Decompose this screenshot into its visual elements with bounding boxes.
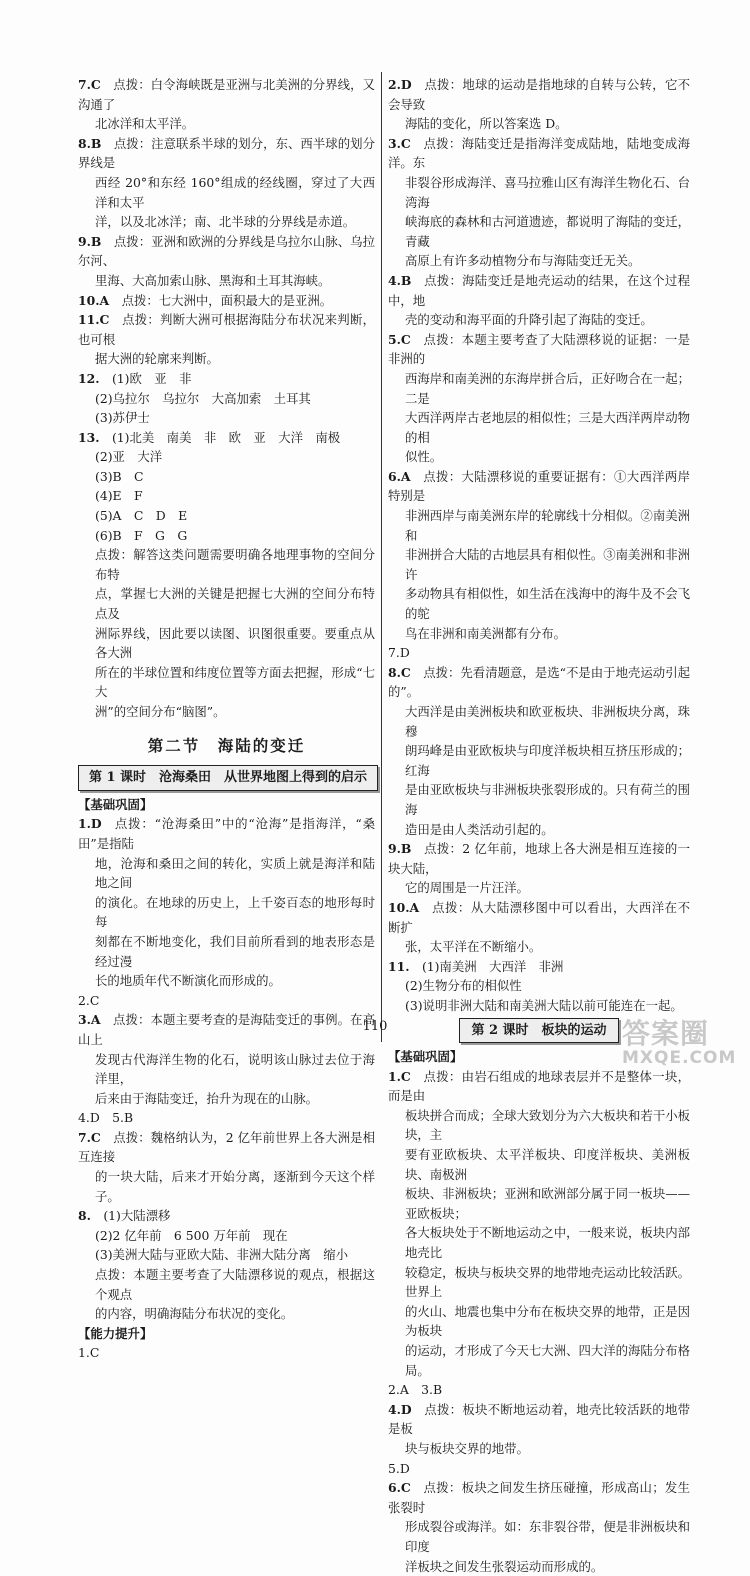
answer-line: 大西洋两岸古老地层的相似性；三是大西洋两岸动物的相 xyxy=(405,410,690,445)
answer-line: (6)B F G G xyxy=(95,527,188,543)
answer-line: 洋，以及北冰洋；南、北半球的分界线是赤道。 xyxy=(95,214,356,230)
answer-line: 里海、大高加索山脉、黑海和土耳其海峡。 xyxy=(95,272,331,288)
answer-line: 似性。 xyxy=(405,449,443,465)
answer-line: 大西洋是由美洲板块和欧亚板块、非洲板块分离，珠穆 xyxy=(405,704,690,739)
answer-number: 9.B xyxy=(78,233,102,249)
watermark-bottom-text: MXQE.COM xyxy=(622,1048,737,1068)
answer-line: 洲际界线，因此要以读图、识图很重要。要重点从各大洲 xyxy=(95,625,375,661)
answer-line: 后来由于海陆变迁，抬升为现在的山脉。 xyxy=(95,1090,319,1106)
answer-line: 刻都在不断地变化，我们目前所看到的地表形态是经过漫 xyxy=(95,933,375,969)
answer-line: 鸟在非洲和南美洲都有分布。 xyxy=(405,625,567,641)
answer-number: 7.D xyxy=(388,645,410,661)
left-basic-answers xyxy=(78,814,375,1323)
answer-item xyxy=(78,814,375,990)
answer-line: 点拨：先看清题意，是选“不是由于地壳运动引起的”。 xyxy=(388,664,690,700)
answer-line: (4)E F xyxy=(95,488,143,504)
answer-line: 点拨：判断大洲可根据海陆分布状况来判断，也可根 xyxy=(78,312,375,347)
answer-line: 点拨：白令海峡既是亚洲与北美洲的分界线，又沟通了 xyxy=(78,77,375,112)
answer-line: 洋板块之间发生张裂运动而形成的。 xyxy=(405,1558,604,1574)
right-top-answers xyxy=(388,75,690,1016)
answer-line: 张，太平洋在不断缩小。 xyxy=(405,939,542,955)
answer-number: 2.A 3.B xyxy=(388,1382,443,1398)
answer-item xyxy=(78,1108,375,1128)
answer-line: 点拨：海陆变迁是指海洋变成陆地，陆地变成海洋。东 xyxy=(388,135,690,171)
answer-item xyxy=(388,898,690,957)
answer-number: 4.D xyxy=(388,1401,412,1417)
answer-line: 点拨：板块不断地运动着，地壳比较活跃的地带是板 xyxy=(388,1401,690,1437)
answer-number: 10.A xyxy=(78,292,110,308)
answer-line: 据大洲的轮廓来判断。 xyxy=(95,351,219,367)
answer-item xyxy=(388,957,690,1016)
answer-line: (1)欧 亚 非 xyxy=(111,370,192,386)
answer-line: 点拨：本题主要考查了大陆漂移说的观点，根据这个观点 xyxy=(95,1267,375,1302)
answer-line: 点拨：板块之间发生挤压碰撞，形成高山；发生张裂时 xyxy=(388,1480,690,1515)
answer-line: (3)说明非洲大陆和南美洲大陆以前可能连在一起。 xyxy=(405,997,683,1013)
answer-line: 非裂谷形成海洋、喜马拉雅山区有海洋生物化石、台湾海 xyxy=(405,174,690,210)
answer-item xyxy=(78,545,375,721)
basic-consolidation-heading-2: 【基础巩固】 xyxy=(388,1049,463,1065)
answer-number: 9.B xyxy=(388,841,412,857)
answer-item xyxy=(78,1343,375,1363)
answer-line: 高原上有许多动植物分布与海陆变迁无关。 xyxy=(405,253,641,269)
answer-item xyxy=(388,1400,690,1459)
answer-line: 点拨：注意联系半球的划分，东、西半球的划分界线是 xyxy=(78,135,375,171)
answer-line: 点拨：本题主要考查了大陆漂移说的证据：一是非洲的 xyxy=(388,331,690,367)
answer-number: 6.A xyxy=(388,468,411,484)
answer-line: 点拨：“沧海桑田”中的“沧海”是指海洋，“桑田”是指陆 xyxy=(78,816,375,851)
answer-line: 西海岸和南美洲的东海岸拼合后，正好吻合在一起；二是 xyxy=(405,370,690,406)
answer-item xyxy=(78,310,375,369)
answer-line: 地，沧海和桑田之间的转化，实质上就是海洋和陆地之间 xyxy=(95,855,375,891)
answer-line: 长的地质年代不断演化而形成的。 xyxy=(95,973,281,989)
answer-line: 海陆的变化，所以答案选 D。 xyxy=(405,116,568,132)
answer-line: 点拨：魏格纳认为，2 亿年前世界上各大洲是相互连接 xyxy=(78,1129,375,1165)
answer-line: 点拨：解答这类问题需要明确各地理事物的空间分布特 xyxy=(95,547,375,582)
answer-number: 3.A xyxy=(78,1012,101,1028)
answer-number: 8.C xyxy=(388,664,411,680)
answer-number: 5.C xyxy=(388,331,411,347)
answer-line: (2)乌拉尔 乌拉尔 大高加索 土耳其 xyxy=(95,390,311,406)
left-top-answers xyxy=(78,75,375,722)
answer-line: 的内容，明确海陆分布状况的变化。 xyxy=(95,1306,294,1322)
answer-line: 朗玛峰是由亚欧板块与印度洋板块相互挤压形成的；红海 xyxy=(405,743,690,778)
answer-number: 1.C xyxy=(78,1345,100,1361)
lesson-1-title: 第 1 课时 沧海桑田 从世界地图上得到的启示 xyxy=(78,765,378,791)
answer-number: 5.D xyxy=(388,1460,410,1476)
answer-number: 8. xyxy=(78,1208,91,1224)
answer-item xyxy=(388,330,690,467)
answer-number: 2.C xyxy=(78,992,100,1008)
answer-item xyxy=(388,1067,690,1381)
answer-item xyxy=(388,839,690,898)
answer-line: 的演化。在地球的历史上，上千姿百态的地形每时每 xyxy=(95,894,375,930)
answer-line: 造田是由人类活动引起的。 xyxy=(405,821,554,837)
watermark-top-text: 答案圈 xyxy=(622,1017,710,1050)
answer-line: 洲”的空间分布“脑图”。 xyxy=(95,704,226,719)
answer-item xyxy=(388,134,690,271)
answer-number: 12. xyxy=(78,370,100,386)
answer-number: 11. xyxy=(388,958,410,974)
answer-line: (2)亚 大洋 xyxy=(95,449,163,465)
answer-line: 点拨：大陆漂移说的重要证据有：①大西洋两岸特别是 xyxy=(388,468,690,504)
left-column xyxy=(78,75,375,1363)
answer-line: (1)北美 南美 非 欧 亚 大洋 南极 xyxy=(111,429,341,445)
answer-item xyxy=(78,134,375,232)
answer-line: (3)美洲大陆与亚欧大陆、非洲大陆分离 缩小 xyxy=(95,1247,348,1263)
answer-item xyxy=(388,1478,690,1576)
answer-number: 8.B xyxy=(78,135,102,151)
answer-line: 非洲拼合大陆的古地层具有相似性。③南美洲和非洲许 xyxy=(405,547,690,582)
answer-line: 的运动，才形成了今天七大洲、四大洋的海陆分布格局。 xyxy=(405,1343,690,1378)
answer-item xyxy=(388,1459,690,1479)
answer-line: 北冰洋和太平洋。 xyxy=(95,116,195,132)
right-basic-answers xyxy=(388,1067,690,1576)
right-column xyxy=(388,75,690,1576)
answer-number: 7.C xyxy=(78,77,101,92)
answer-item xyxy=(388,1380,690,1400)
answer-line: 点拨：从大陆漂移图中可以看出，大西洋在不断扩 xyxy=(388,899,690,935)
answer-line: (1)南美洲 大西洋 非洲 xyxy=(421,958,564,974)
answer-line: 板块拼合而成；全球大致划分为六大板块和若干小板块，主 xyxy=(405,1107,690,1143)
answer-item xyxy=(388,75,690,134)
answer-line: 点拨：2 亿年前，地球上各大洲是相互连接的一块大陆， xyxy=(388,841,690,876)
answer-line: 点拨：海陆变迁是地壳运动的结果，在这个过程中，地 xyxy=(388,272,690,308)
answer-line: 的火山、地震也集中分布在板块交界的地带，正是因为板块 xyxy=(405,1303,690,1339)
answer-line: 板块、非洲板块；亚洲和欧洲部分属于同一板块——亚欧板块； xyxy=(405,1186,690,1221)
page-number: 110 xyxy=(362,1019,388,1034)
answer-number: 10.A xyxy=(388,899,420,915)
answer-line: 点拨：亚洲和欧洲的分界线是乌拉尔山脉、乌拉尔河、 xyxy=(78,233,375,269)
answer-number: 3.C xyxy=(388,135,411,151)
answer-item xyxy=(388,467,690,643)
answer-line: 发现古代海洋生物的化石，说明该山脉过去位于海洋里， xyxy=(95,1051,375,1087)
answer-line: 各大板块处于不断地运动之中，一般来说，板块内部地壳比 xyxy=(405,1225,690,1261)
answer-number: 2.D xyxy=(388,77,412,92)
answer-line: (2)生物分布的相似性 xyxy=(405,978,522,994)
answer-number: 1.C xyxy=(388,1068,411,1084)
answer-number: 11.C xyxy=(78,312,110,328)
answer-line: (3)苏伊士 xyxy=(95,410,150,426)
ability-heading: 【能力提升】 xyxy=(78,1325,153,1341)
answer-item xyxy=(78,1265,375,1324)
answer-number: 6.C xyxy=(388,1480,411,1496)
answer-item xyxy=(388,663,690,839)
answer-line: 块与板块交界的地带。 xyxy=(405,1440,529,1456)
answer-item xyxy=(78,1128,375,1206)
answer-number: 4.D 5.B xyxy=(78,1110,134,1126)
answer-line: 峡海底的森林和古河道遗迹，都说明了海陆的变迁，青藏 xyxy=(405,214,690,249)
answer-item xyxy=(78,991,375,1011)
answer-number: 1.D xyxy=(78,816,102,832)
answer-item xyxy=(78,232,375,291)
answer-line: 点拨：七大洲中，面积最大的是亚洲。 xyxy=(121,292,333,308)
answer-line: 的一块大陆，后来才开始分离，逐渐到今天这个样子。 xyxy=(95,1169,375,1204)
answer-line: 较稳定，板块与板块交界的地带地壳运动比较活跃。世界上 xyxy=(405,1264,690,1300)
answer-line: 点拨：由岩石组成的地球表层并不是整体一块，而是由 xyxy=(388,1068,690,1104)
answer-line: 要有亚欧板块、太平洋板块、印度洋板块、美洲板块、南极洲 xyxy=(405,1147,690,1182)
answer-line: 非洲西岸与南美洲东岸的轮廓线十分相似。②南美洲和 xyxy=(405,508,690,543)
answer-item xyxy=(78,291,375,311)
answer-number: 4.B xyxy=(388,272,412,288)
answer-line: 点拨：本题主要考查的是海陆变迁的事例。在高山上 xyxy=(78,1012,375,1047)
column-divider xyxy=(381,72,382,1042)
answer-item xyxy=(78,428,375,546)
answer-line: 点，掌握七大洲的关键是把握七大洲的空间分布特点及 xyxy=(95,586,375,622)
answer-line: (1)大陆漂移 xyxy=(103,1208,171,1224)
answer-line: (2)2 亿年前 6 500 万年前 现在 xyxy=(95,1227,288,1243)
answer-line: 多动物具有相似性，如生活在浅海中的海牛及不会飞的鸵 xyxy=(405,586,690,622)
lesson-2-title: 第 2 课时 板块的运动 xyxy=(459,1018,619,1044)
answer-item xyxy=(388,271,690,330)
answer-line: (5)A C D E xyxy=(95,508,188,524)
answer-item xyxy=(78,369,375,428)
answer-number: 7.C xyxy=(78,1129,101,1145)
answer-item xyxy=(78,75,375,134)
watermark-logo xyxy=(622,1012,740,1072)
answer-number: 13. xyxy=(78,429,100,445)
answer-line: 西经 20°和东经 160°组成的经线圈，穿过了大西洋和太平 xyxy=(95,174,375,210)
answer-item xyxy=(78,1206,375,1265)
answer-line: 形成裂谷或海洋。如：东非裂谷带，便是非洲板块和印度 xyxy=(405,1519,690,1554)
section-title: 第二节 海陆的变迁 xyxy=(147,735,306,755)
answer-line: 壳的变动和海平面的升降引起了海陆的变迁。 xyxy=(405,312,653,328)
answer-line: 点拨：地球的运动是指地球的自转与公转，它不会导致 xyxy=(388,77,690,112)
answer-line: (3)B C xyxy=(95,468,144,484)
answer-line: 是由亚欧板块与非洲板块张裂形成的。只有荷兰的围海 xyxy=(405,782,690,817)
answer-line: 所在的半球位置和纬度位置等方面去把握，形成“七大 xyxy=(95,664,375,700)
answer-line: 它的周围是一片汪洋。 xyxy=(405,880,529,896)
answer-item xyxy=(388,643,690,663)
left-ability-answers xyxy=(78,1343,375,1363)
basic-consolidation-heading: 【基础巩固】 xyxy=(78,796,153,812)
